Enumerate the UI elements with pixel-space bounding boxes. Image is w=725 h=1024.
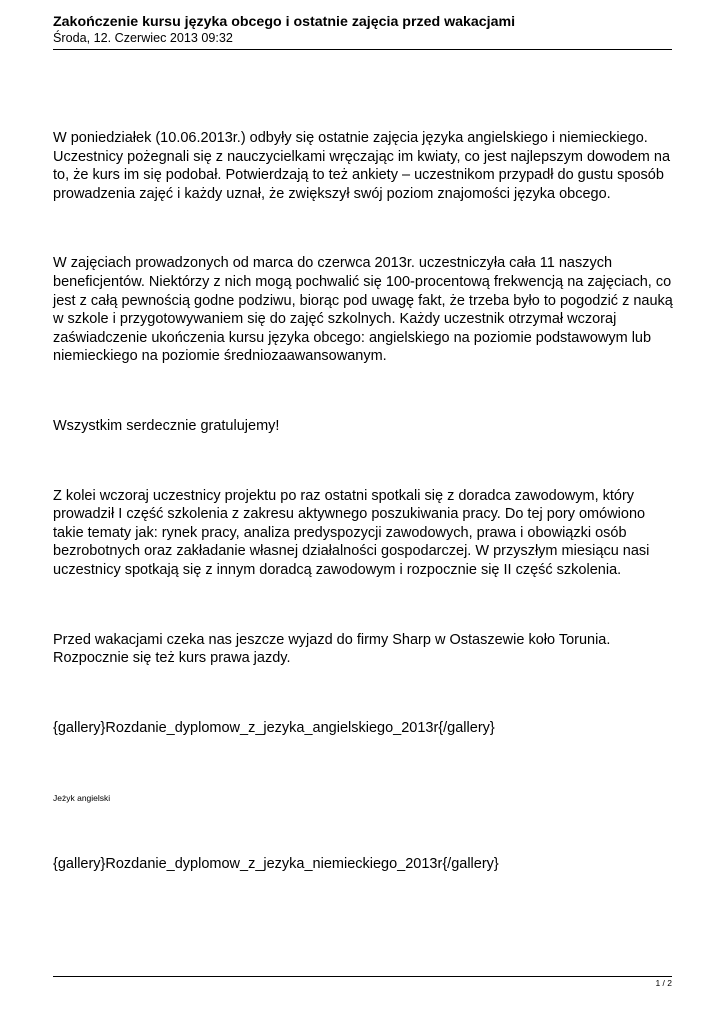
- paragraph-participants: W zajęciach prowadzonych od marca do czerwca 2013r. uczestniczyła cała 11 naszych beneficjentów. Niektórzy z nich mogą pochwalić się 100-procentową frekwencją na zajęciach, co jest z całą pewnością godne podziwu, biorąc pod uwagę fakt, że trzeba było to pogodzić z nauką w szkole i przygotowywaniem się do zajęć szkolnych. Każdy uczestnik otrzymał wczoraj zaświadczenie ukończenia kursu języka obcego: angielskiego na poziomie podstawowym lub niemieckiego na poziomie średniozaawansowanym.: [53, 255, 673, 365]
- article-date: Środa, 12. Czerwiec 2013 09:32: [53, 31, 233, 45]
- page-number: 1 / 2: [655, 978, 672, 988]
- paragraph-spacer: [53, 366, 675, 417]
- footer-divider: [53, 976, 672, 977]
- article-body: [53, 129, 675, 874]
- paragraph-spacer: [53, 580, 675, 631]
- paragraph-trip: Przed wakacjami czeka nas jeszcze wyjazd do firmy Sharp w Ostaszewie koło Torunia. Rozpocznie się też kurs prawa jazdy.: [53, 631, 611, 667]
- paragraph-spacer: [53, 668, 675, 719]
- paragraph-spacer: [53, 737, 675, 793]
- paragraph-spacer: [53, 436, 675, 487]
- document-header: [53, 14, 673, 46]
- paragraph-career-advisor: Z kolei wczoraj uczestnicy projektu po raz ostatni spotkali się z doradca zawodowym, który prowadził I część szkolenia z zakresu aktywnego poszukiwania pracy. Do tej pory omówiono takie tematy jak: rynek pracy, analiza predyspozycji zawodowych, prawa i obowiązki osób bezrobotnych oraz zakładanie własnej działalności gospodarczej. W przyszłym miesiącu nasi uczestnicy spotkają się z innym doradcą zawodowym i rozpocznie się II część szkolenia.: [53, 487, 650, 578]
- paragraph-spacer: [53, 203, 675, 254]
- paragraph-congratulations: Wszystkim serdecznie gratulujemy!: [53, 417, 280, 434]
- gallery-tag-german: {gallery}Rozdanie_dyplomow_z_jezyka_niemieckiego_2013r{/gallery}: [53, 856, 499, 873]
- paragraph-spacer: [53, 804, 675, 855]
- article-title: Zakończenie kursu języka obcego i ostatnie zajęcia przed wakacjami: [53, 14, 516, 30]
- paragraph-course-end: W poniedziałek (10.06.2013r.) odbyły się ostatnie zajęcia języka angielskiego i niemieckiego. Uczestnicy pożegnali się z nauczycielkami wręczając im kwiaty, co jest najlepszym dowodem na to, że kurs im się podobał. Potwierdzają to też ankiety – uczestnikom przypadł do gustu sposób prowadzenia zajęć i każdy uznał, że zwiększył swój poziom znajomości języka obcego.: [53, 130, 671, 202]
- gallery-tag-english: {gallery}Rozdanie_dyplomow_z_jezyka_angielskiego_2013r{/gallery}: [53, 719, 495, 736]
- gallery-caption: Jeżyk angielski: [53, 793, 111, 804]
- header-divider: [53, 49, 672, 50]
